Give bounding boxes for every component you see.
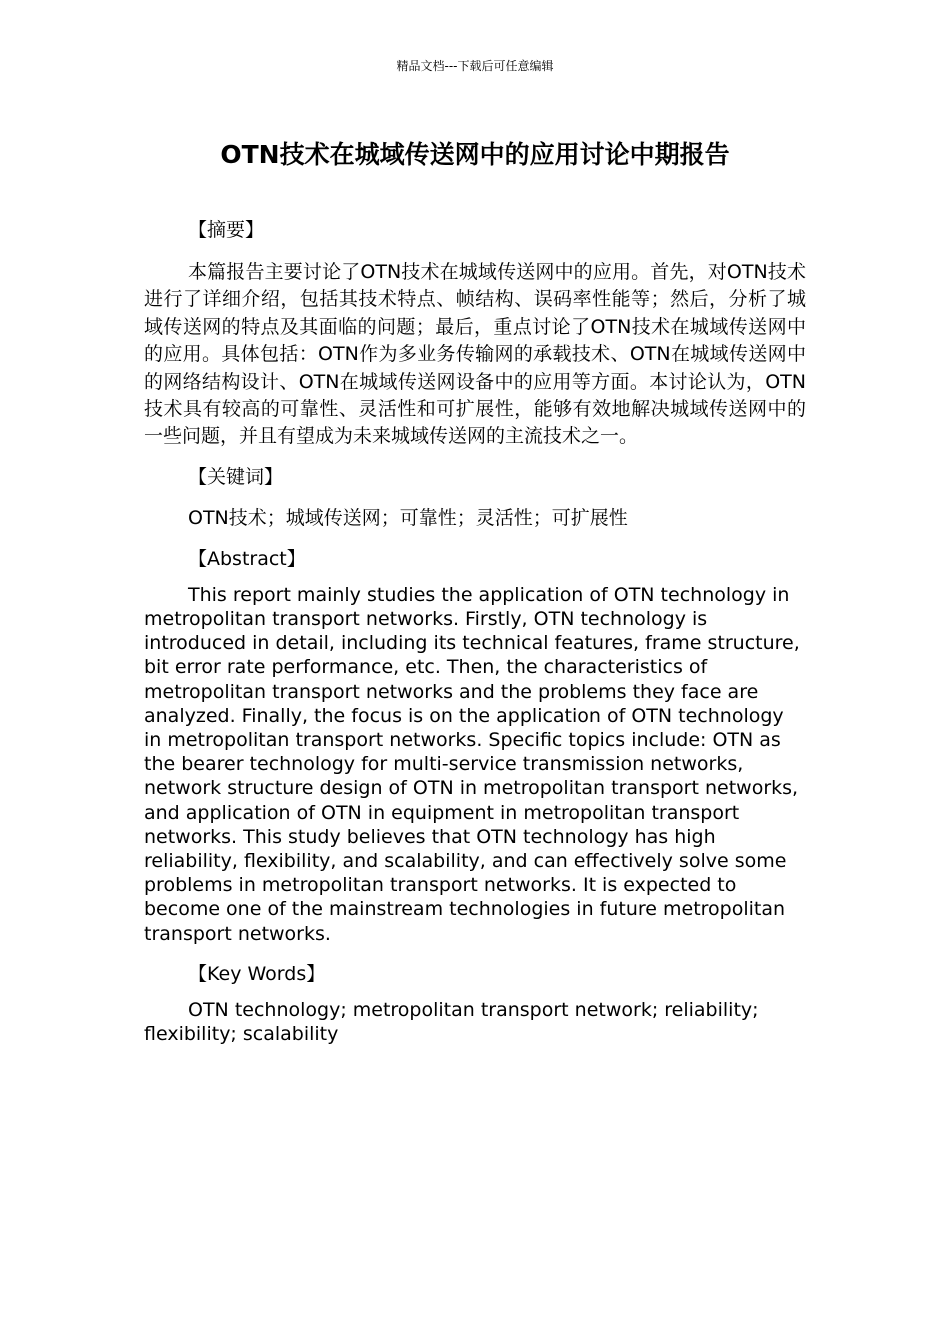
keywords-en-heading: 【Key Words】: [188, 962, 326, 985]
keywords-cn-text: OTN技术；城域传送网；可靠性；灵活性；可扩展性: [188, 506, 628, 529]
document-title: OTN技术在城域传送网中的应用讨论中期报告: [220, 140, 730, 169]
header-note: 精品文档---下载后可任意编辑: [396, 59, 554, 73]
abstract-cn-heading: 【摘要】: [188, 219, 265, 241]
abstract-en-heading: 【Abstract】: [188, 547, 306, 570]
abstract-cn-text: 本篇报告主要讨论了OTN技术在城域传送网中的应用。首先，对OTN技术进行了详细介绍，包括其技术特点、帧结构、误码率性能等；然后，分析了城域传送网的特点及其面临的问题；最后，重点讨论了OTN技术在城域传送网中的应用。具体包括：OTN作为多业务传输网的承载技术、OTN在城域传送网中的网络结构设计、OTN在城域传送网设备中的应用等方面。本讨论认为，OTN技术具有较高的可靠性、灵活性和可扩展性，能够有效地解决城域传送网中的一些问题，并且有望成为未来城域传送网的主流技术之一。: [144, 261, 806, 448]
keywords-en-text: OTN technology; metropolitan transport network; reliability; flexibility; scalability: [144, 998, 759, 1046]
abstract-en-text: This report mainly studies the application of OTN technology in metropolitan transport networks. Firstly, OTN technology is introduced in detail, including its technical features, frame structure, bit error rate performance, etc. Then, the characteristics of metropolitan transport networks and the problems they face are analyzed. Finally, the focus is on the application of OTN technology in metropolitan transport networks. Specific topics include: OTN as the bearer technology for multi-service transmission networks, network structure design of OTN in metropolitan transport networks, and application of OTN in equipment in metropolitan transport networks. This study believes that OTN technology has high reliability, flexibility, and scalability, and can effectively solve some problems in metropolitan transport networks. It is expected to become one of the mainstream technologies in future metropolitan transport networks.: [144, 583, 800, 945]
document-body: [144, 216, 806, 1046]
keywords-cn-heading: 【关键词】: [188, 465, 284, 488]
